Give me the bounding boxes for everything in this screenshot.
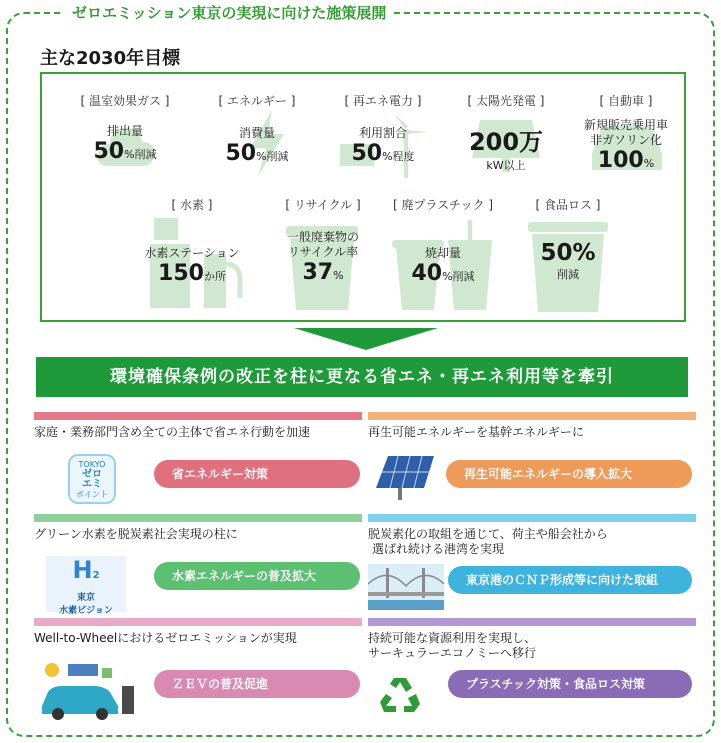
- goal-value: 40: [411, 261, 443, 286]
- recycle-icon: [378, 674, 422, 714]
- goal-label: 新規販売乗用車: [583, 118, 668, 132]
- section-port: [368, 514, 696, 614]
- goal-vehicle: [572, 92, 680, 182]
- goal-label: 一般廃棄物の: [286, 230, 359, 244]
- zeroemi-point-logo: TOKYO ゼロ エミ ポイント: [68, 454, 116, 504]
- goal-category: [ 太陽光発電 ]: [467, 94, 545, 108]
- goal-energy: [202, 92, 312, 182]
- section-bar: [368, 618, 696, 626]
- zev-button[interactable]: ＺＥＶの普及促進: [154, 670, 360, 698]
- goal-unit: %削減: [256, 150, 289, 163]
- goal-value: 150: [158, 261, 204, 286]
- goal-unit: kW以上: [486, 159, 526, 172]
- goal-label: 焼却量: [424, 246, 461, 260]
- section-desc: 持続可能な資源利用を実現し、: [368, 631, 537, 645]
- goal-category: [ 自動車 ]: [599, 94, 653, 108]
- plastic-food-loss-button[interactable]: プラスチック対策・食品ロス対策: [448, 670, 692, 698]
- goal-ghg: [66, 92, 184, 182]
- goal-solar: [454, 92, 558, 182]
- goal-label: 水素ステーション: [144, 246, 240, 260]
- hydrogen-button[interactable]: 水素エネルギーの普及拡大: [154, 562, 360, 590]
- section-desc: 家庭・業務部門含め全ての主体で省エネ行動を加速: [34, 425, 311, 439]
- goal-value: 50: [225, 141, 257, 166]
- goal-category: [ リサイクル ]: [285, 198, 361, 212]
- goal-value: 50%: [540, 240, 596, 266]
- section-desc-2: サーキュラーエコノミーへ移行: [368, 646, 537, 660]
- section-energy-saving: [34, 412, 362, 508]
- port-cnp-button[interactable]: 東京港のＣＮＰ形成等に向けた取組: [448, 566, 692, 594]
- goal-value: 50: [351, 141, 383, 166]
- goal-unit: %程度: [382, 150, 415, 163]
- goal-food-loss: [516, 196, 620, 316]
- goal-label: 排出量: [106, 124, 143, 138]
- section-bar: [368, 514, 696, 522]
- renewable-button[interactable]: 再生可能エネルギーの導入拡大: [446, 460, 692, 488]
- solar-panel-icon: [374, 452, 436, 502]
- goal-category: [ 再エネ電力 ]: [344, 94, 422, 108]
- goal-value: 100: [597, 148, 644, 173]
- goal-label: 消費量: [238, 126, 275, 140]
- goal-category: [ 廃プラスチック ]: [392, 198, 494, 212]
- goal-value: 37: [302, 260, 334, 285]
- goal-label: 利用割合: [358, 126, 407, 140]
- section-desc-2: 選ばれ続ける港湾を実現: [372, 542, 505, 556]
- section-circular: [368, 618, 696, 722]
- page-title: ゼロエミッション東京の実現に向けた施策展開: [64, 2, 394, 24]
- section-hydrogen: [34, 514, 362, 614]
- goal-plastic: [382, 196, 504, 316]
- section-desc: グリーン水素を脱炭素社会実現の柱に: [34, 527, 238, 541]
- goal-hydrogen: [132, 196, 252, 316]
- goal-unit: %削減: [124, 148, 157, 161]
- goal-unit: %削減: [442, 270, 475, 283]
- goals-title: 主な2030年目標: [40, 48, 181, 69]
- goal-value: 50: [93, 139, 125, 164]
- goals-box: [40, 72, 686, 322]
- hydrogen-vision-logo: H2 東京 水素ビジョン: [46, 556, 126, 612]
- electric-car-icon: [38, 658, 138, 722]
- down-arrow-icon: [294, 328, 438, 350]
- section-zev: [34, 618, 362, 722]
- section-bar: [34, 412, 362, 420]
- goal-category: [ エネルギー ]: [218, 94, 296, 108]
- policy-banner: 環境確保条例の改正を柱に更なる省エネ・再エネ利用等を牽引: [36, 357, 688, 397]
- goal-unit: %: [333, 269, 344, 282]
- goal-label-2: リサイクル率: [287, 245, 359, 259]
- goal-category: [ 水素 ]: [171, 198, 213, 212]
- goal-unit: 削減: [557, 268, 579, 281]
- section-bar: [368, 412, 696, 420]
- section-renewable: [368, 412, 696, 508]
- goal-label-2: 非ガソリン化: [589, 133, 662, 147]
- section-desc: Well-to-Wheelにおけるゼロエミッションが実現: [34, 631, 297, 645]
- section-desc: 脱炭素化の取組を通じて、荷主や船会社から: [368, 527, 608, 541]
- section-bar: [34, 618, 362, 626]
- section-desc: 再生可能エネルギーを基幹エネルギーに: [368, 425, 585, 439]
- goal-value: 200万: [468, 128, 544, 156]
- goal-category: [ 温室効果ガス ]: [80, 94, 170, 108]
- goal-category: [ 食品ロス ]: [535, 198, 601, 212]
- bridge-icon: [368, 564, 444, 610]
- goal-unit: か所: [203, 270, 226, 283]
- goal-renewable: [324, 92, 442, 182]
- goal-recycle: [268, 196, 378, 316]
- goal-unit: %: [643, 157, 655, 170]
- energy-saving-button[interactable]: 省エネルギー対策: [154, 460, 360, 488]
- section-bar: [34, 514, 362, 522]
